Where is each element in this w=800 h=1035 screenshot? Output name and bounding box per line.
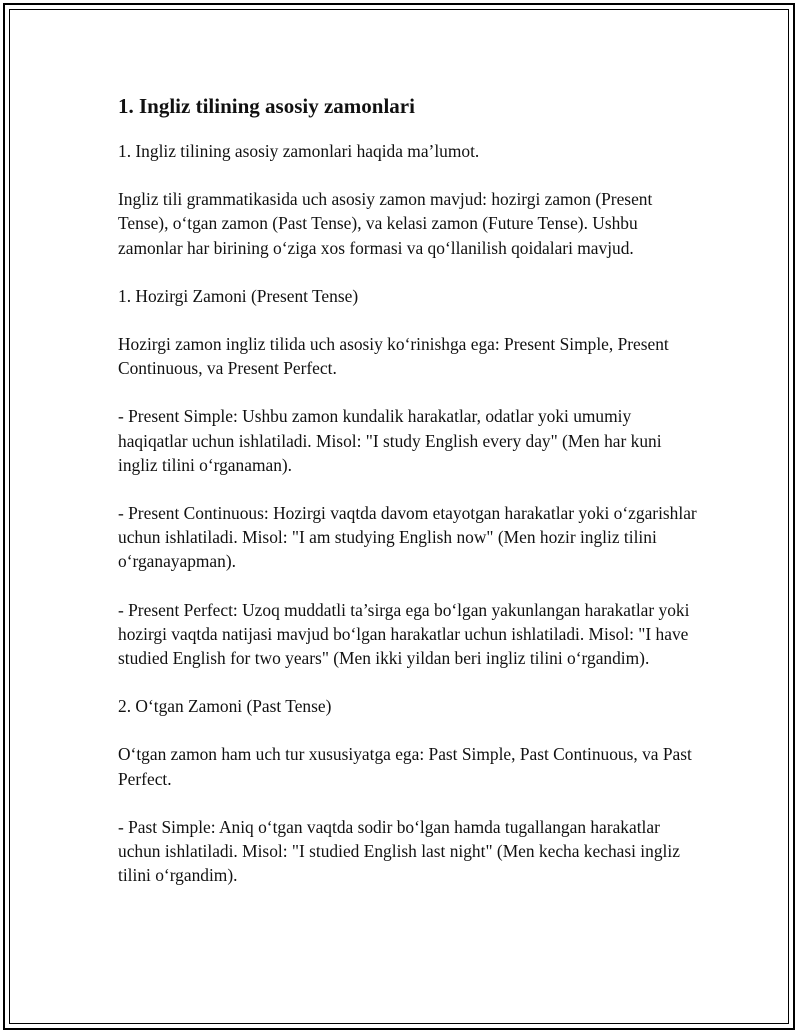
present-tense-subheading: 1. Hozirgi Zamoni (Present Tense) <box>118 285 359 306</box>
present-simple-paragraph: - Present Simple: Ushbu zamon kundalik harakatlar, odatlar yoki umumiy haqiqatlar uchun ishlatiladi. Misol: "I study English every day" (Men har kuni ingliz tilini o‘rganaman). <box>118 406 662 475</box>
intro-line: 1. Ingliz tilining asosiy zamonlari haqida ma’lumot. <box>118 141 480 161</box>
past-tense-subheading: 2. O‘tgan Zamoni (Past Tense) <box>118 696 332 717</box>
present-perfect-paragraph: - Present Perfect: Uzoq muddatli ta’sirga ega bo‘lgan yakunlangan harakatlar yoki hozirgi vaqtda natijasi mavjud bo‘lgan harakatlar uchun ishlatiladi. Misol: "I have studied English for two years" (Men ikki yildan beri ingliz tilini o‘rgandim). <box>118 599 690 669</box>
document-heading: 1. Ingliz tilining asosiy zamonlari <box>118 94 415 118</box>
past-tense-intro: O‘tgan zamon ham uch tur xususiyatga ega: Past Simple, Past Continuous, va Past Perfect. <box>118 744 692 789</box>
document-body <box>118 92 698 887</box>
overview-paragraph: Ingliz tili grammatikasida uch asosiy zamon mavjud: hozirgi zamon (Present Tense), o‘tgan zamon (Past Tense), va kelasi zamon (Future Tense). Ushbu zamonlar har birining o‘ziga xos formasi va qo‘llanilish qoidalari mavjud. <box>118 189 653 258</box>
present-tense-intro: Hozirgi zamon ingliz tilida uch asosiy ko‘rinishga ega: Present Simple, Present Continuous, va Present Perfect. <box>118 334 669 379</box>
present-continuous-paragraph: - Present Continuous: Hozirgi vaqtda davom etayotgan harakatlar yoki o‘zgarishlar uchun ishlatiladi. Misol: "I am studying English now" (Men hozir ingliz tilini o‘rganayapman). <box>118 503 697 572</box>
past-simple-paragraph: - Past Simple: Aniq o‘tgan vaqtda sodir bo‘lgan hamda tugallangan harakatlar uchun ishlatiladi. Misol: "I studied English last night" (Men kecha kechasi ingliz tilini o‘rgandim). <box>118 816 680 886</box>
